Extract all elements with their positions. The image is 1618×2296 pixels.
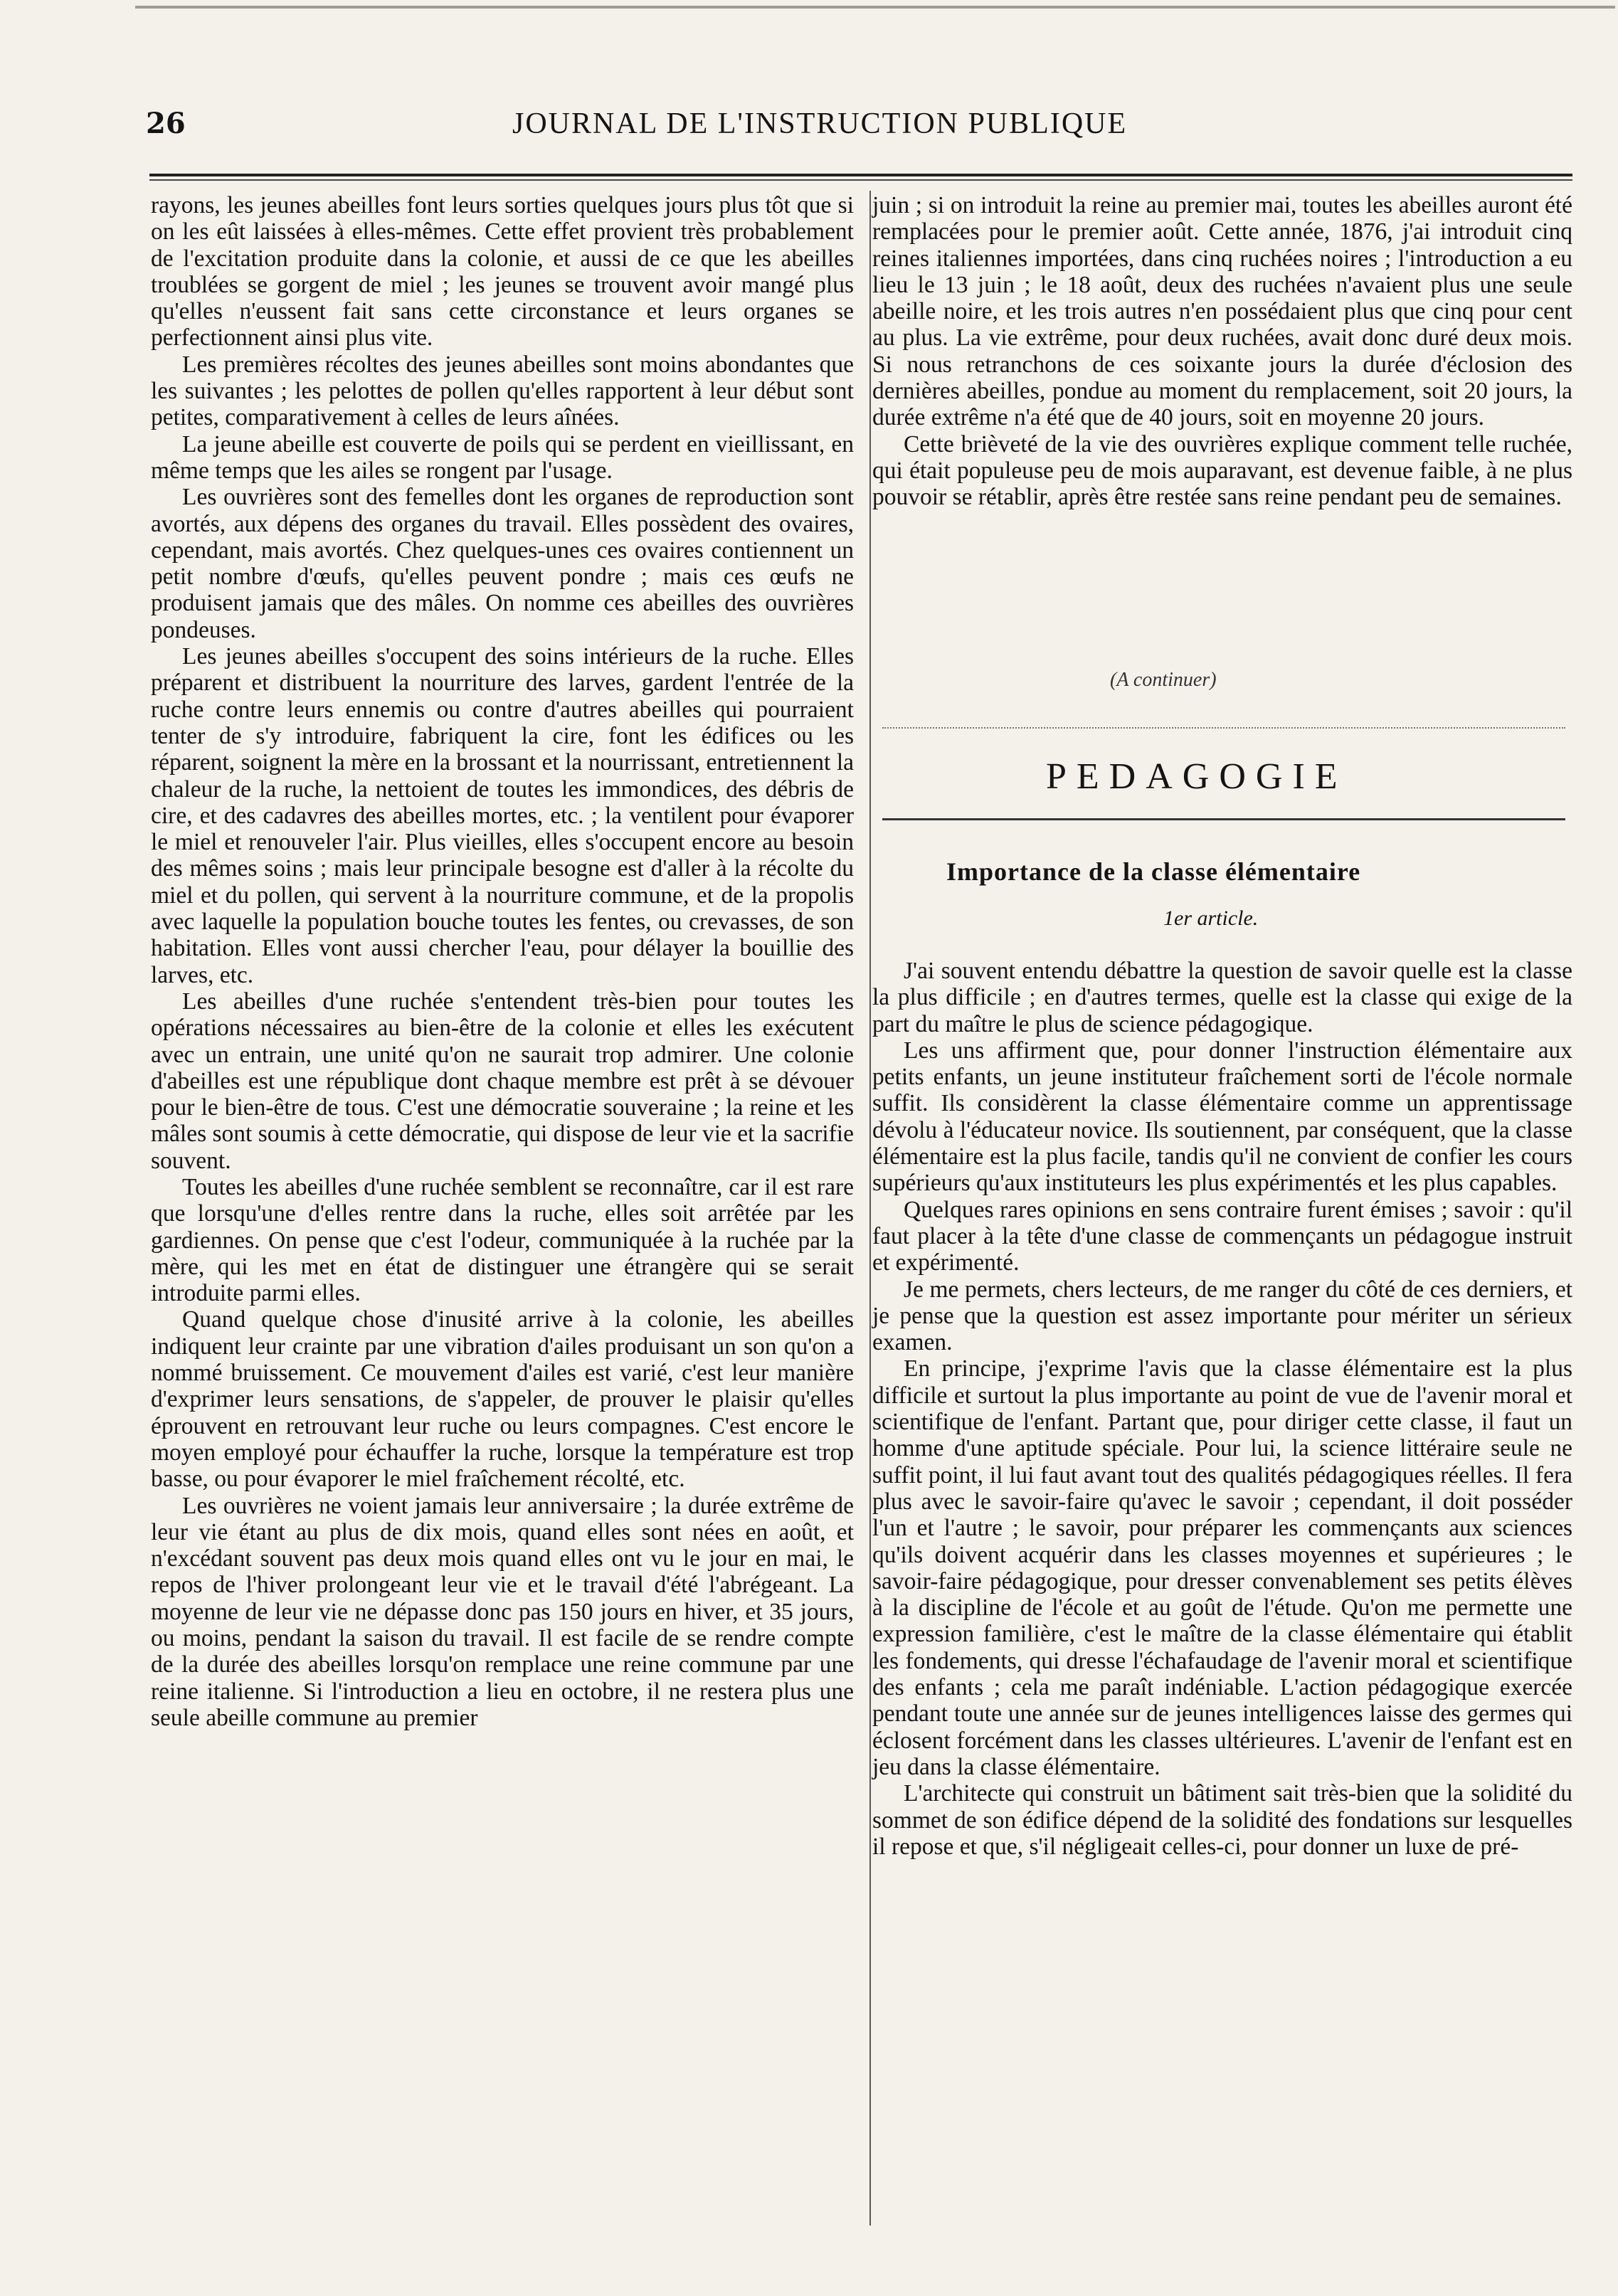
right-column-top [869, 192, 1572, 511]
paragraph: Quand quelque chose d'inusité arrive à la colonie, les abeilles indiquent leur crainte par une vibration d'ailes produisant un son qu'on a nommé bruissement. Ce mouvement d'ailes est varié, c'est leur manière d'exprimer leurs sensations, de s'appeler, de prouver le plaisir qu'elles éprouvent en retrouvant leur ruche ou leurs compagnes. C'est encore le moyen employé pour échauffer la ruche, lorsque la température est trop basse, ou pour évaporer le miel fraîchement récolté, etc. [151, 1306, 854, 1493]
paragraph: Les uns affirment que, pour donner l'instruction élémentaire aux petits enfants, un jeune instituteur fraîchement sorti de l'école normale suffit. Ils considèrent la classe élémentaire comme un apprentissage dévolu à l'éducateur novice. Ils soutiennent, par conséquent, que la classe élémentaire est la plus facile, tandis qu'il ne convient de confier les cours supérieurs qu'aux instituteurs les plus expérimentés et les plus capables. [872, 1037, 1572, 1197]
paragraph: Quelques rares opinions en sens contraire furent émises ; savoir : qu'il faut placer à la tête d'une classe de commençants un pédagogue instruit et expérimenté. [872, 1196, 1572, 1276]
section-separator [882, 727, 1565, 729]
paragraph: J'ai souvent entendu débattre la question de savoir quelle est la classe la plus difficile ; en d'autres termes, quelle est la classe qui exige de la part du maître le plus de science pédagogique. [872, 958, 1572, 1037]
top-edge-rule [135, 6, 1615, 9]
paragraph: juin ; si on introduit la reine au premier mai, toutes les abeilles auront été remplacées pour le premier août. Cette année, 1876, j'ai introduit cinq reines italiennes importées, dans cinq ruchées noires ; l'introduction a eu lieu le 13 juin ; le 18 août, deux des ruchées n'avaient plus une seule abeille noire, et les trois autres n'en possédaient plus que cinq pour cent au plus. La vie extrême, pour deux ruchées, avait donc duré deux mois. Si nous retranchons de ces soixante jours la durée d'éclosion des dernières abeilles, pondue au moment du remplacement, soit 20 jours, la durée extrême n'a été que de 40 jours, soit en moyenne 20 jours. [872, 192, 1572, 431]
header-rule-thin [149, 179, 1572, 181]
running-title: JOURNAL DE L'INSTRUCTION PUBLIQUE [512, 107, 1128, 140]
article-subtitle: 1er article. [1163, 906, 1259, 930]
section-title: PEDAGOGIE [1046, 756, 1348, 797]
paragraph: Toutes les abeilles d'une ruchée semblent se reconnaître, car il est rare que lorsqu'une d'elles rentre dans la ruche, elles soit arrêtée par les gardiennes. On pense que c'est l'odeur, communiquée à la ruchée par la mère, qui les met en état de distinguer une étrangère qui se serait introduite parmi elles. [151, 1173, 854, 1307]
paragraph: Les premières récoltes des jeunes abeilles sont moins abondantes que les suivantes ; les pelottes de pollen qu'elles rapportent à leur début sont petites, comparativement à celles de leurs aînées. [151, 351, 854, 431]
paragraph: Les abeilles d'une ruchée s'entendent très-bien pour toutes les opérations nécessaires au bien-être de la colonie et elles les exécutent avec un entrain, une unité qu'on ne saurait trop admirer. Une colonie d'abeilles est une république dont chaque membre est prêt à se dévouer pour le bien-être de tous. C'est une démocratie souveraine ; la reine et les mâles sont soumis à cette démocratie, qui dispose de leur vie et la sacrifie souvent. [151, 988, 854, 1174]
to-be-continued-note: (A continuer) [1110, 669, 1217, 691]
article-title: Importance de la classe élémentaire [946, 857, 1361, 886]
paragraph: Les ouvrières ne voient jamais leur anniversaire ; la durée extrême de leur vie étant au plus de dix mois, quand elles sont nées en août, et n'excédant souvent pas deux mois quand elles ont vu le jour en mai, le repos de l'hiver prolongeant leur vie et le travail d'été l'abrégeant. La moyenne de leur vie ne dépasse donc pas 150 jours en hiver, et 35 jours, ou moins, pendant la saison du travail. Il est facile de se rendre compte de la durée des abeilles lorsqu'on remplace une reine commune par une reine italienne. Si l'introduction a lieu en octobre, il ne restera plus une seule abeille commune au premier [151, 1492, 854, 1731]
paragraph: Les ouvrières sont des femelles dont les organes de reproduction sont avortés, aux dépens des organes du travail. Elles possèdent des ovaires, cependant, mais avortés. Chez quelques-unes ces ovaires contiennent un petit nombre d'œufs, qu'elles peuvent pondre ; mais ces œufs ne produisent jamais que des mâles. On nomme ces abeilles des ouvrières pondeuses. [151, 484, 854, 643]
page-number: 26 [146, 107, 186, 140]
header-rule [149, 174, 1572, 176]
paragraph: Les jeunes abeilles s'occupent des soins intérieurs de la ruche. Elles préparent et distribuent la nourriture des larves, gardent l'entrée de la ruche contre leurs ennemis ou contre d'autres abeilles qui pourraient tenter de s'y introduire, fabriquent la cire, font les édifices ou les réparent, soignent la mère en la brossant et la nourrissant, entretiennent la chaleur de la ruche, la nettoient de toutes les immondices, des débris de cire, et des cadavres des abeilles mortes, etc. ; la ventilent pour évaporer le miel et renouveler l'air. Plus vieilles, elles s'occupent encore au besoin des mêmes soins ; mais leur principale besogne est d'aller à la récolte du miel et du pollen, qui servent à la nourriture commune, et de la propolis avec laquelle la population bouche toutes les fentes, ou crevasses, de son habitation. Elles vont aussi chercher l'eau, pour délayer la bouillie des larves, etc. [151, 643, 854, 988]
paragraph: Je me permets, chers lecteurs, de me ranger du côté de ces derniers, et je pense que la question est assez importante pour mériter un sérieux examen. [872, 1276, 1572, 1356]
paragraph: rayons, les jeunes abeilles font leurs sorties quelques jours plus tôt que si on les eût laissées à elles-mêmes. Cette effet provient très probablement de l'excitation produite dans la colonie, et aussi de ce que les abeilles troublées se gorgent de miel ; les jeunes se trouvent avoir mangé plus qu'elles n'eussent fait sans cette circonstance et leurs organes se perfectionnent ainsi plus vite. [151, 192, 854, 351]
paragraph: En principe, j'exprime l'avis que la classe élémentaire est la plus difficile et surtout la plus importante au point de vue de l'avenir moral et scientifique de l'enfant. Partant que, pour diriger cette classe, il faut un homme d'une aptitude spéciale. Pour lui, la science littéraire seule ne suffit point, il lui faut avant tout des qualités pédagogiques réelles. Il fera plus avec le savoir-faire qu'avec le savoir ; cependant, il doit posséder l'un et l'autre ; le savoir, pour préparer les commençants aux sciences qu'ils doivent acquérir dans les classes moyennes et supérieures ; le savoir-faire pédagogique, pour dresser convenablement ses petits élèves à la discipline de l'école et au goût de l'étude. Qu'on me permette une expression familière, c'est le maître de la classe élémentaire qui établit les fondements, qui dresse l'échafaudage de l'avenir moral et scientifique des enfants ; cela me paraît indéniable. L'action pédagogique exercée pendant toute une année sur de jeunes intelligences laisse des germes qui éclosent forcément dans les classes ultérieures. L'avenir de l'enfant est en jeu dans la classe élémentaire. [872, 1355, 1572, 1780]
article-body [869, 958, 1572, 1860]
paragraph: Cette brièveté de la vie des ouvrières explique comment telle ruchée, qui était populeuse peu de mois auparavant, est devenue faible, à ne plus pouvoir se rétablir, après être restée sans reine pendant peu de semaines. [872, 430, 1572, 511]
paragraph: La jeune abeille est couverte de poils qui se perdent en vieillissant, en même temps que les ailes se rongent par l'usage. [151, 430, 854, 484]
section-rule [882, 818, 1565, 820]
paragraph: L'architecte qui construit un bâtiment sait très-bien que la solidité du sommet de son édifice dépend de la solidité des fondations sur lesquelles il repose et que, s'il négligeait celles-ci, pour donner un luxe de pré- [872, 1780, 1572, 1860]
left-column [151, 192, 854, 1731]
